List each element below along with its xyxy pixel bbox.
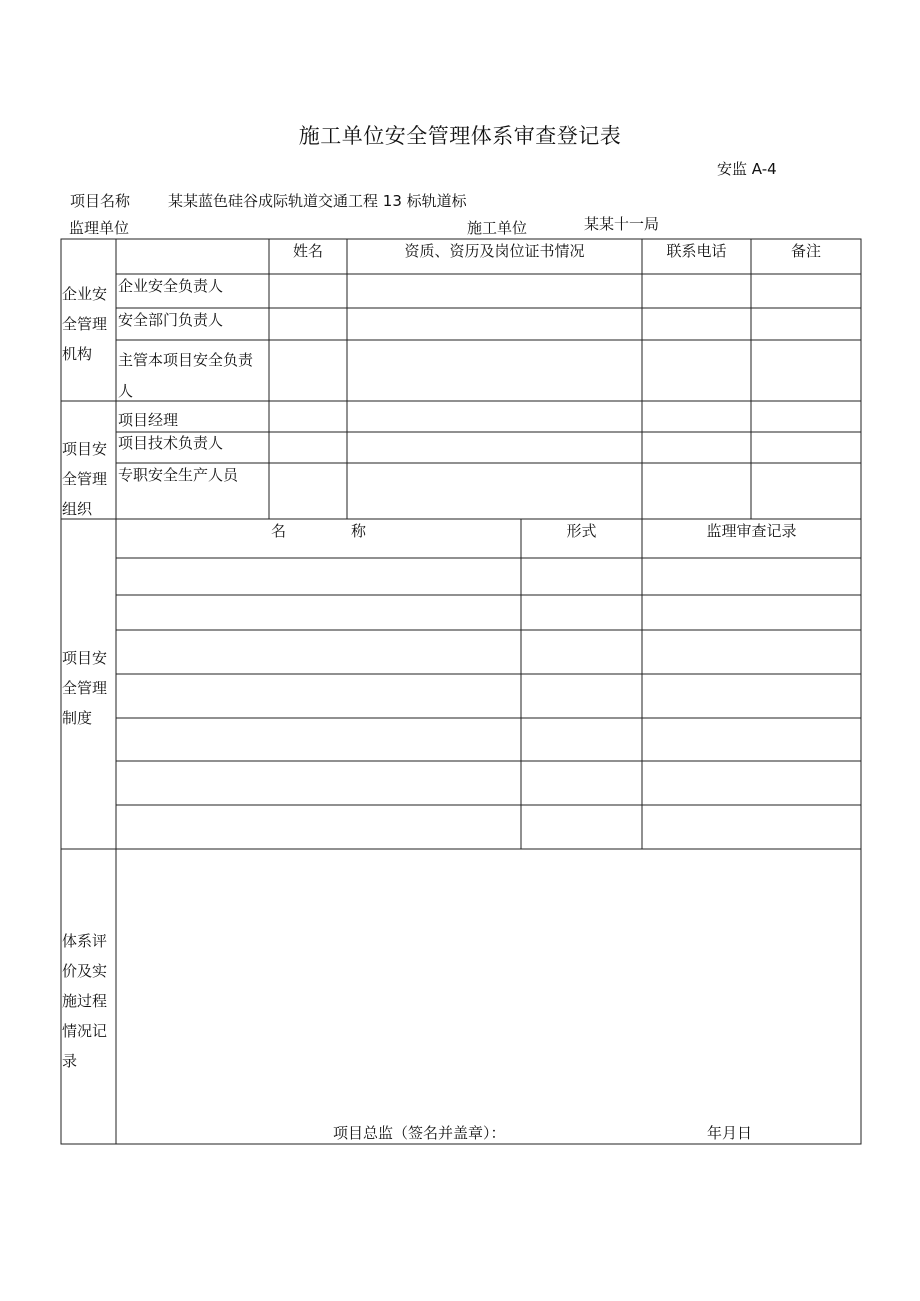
project-name-value: 某某蓝色硅谷成际轨道交通工程 13 标轨道标 xyxy=(168,192,467,210)
row-project-tech-head: 项目技术负责人 xyxy=(118,434,224,452)
group-project-safety-org: 项目安全管理组织 xyxy=(62,440,108,518)
header-qualification: 资质、资历及岗位证书情况 xyxy=(404,242,585,260)
project-name-label: 项目名称 xyxy=(70,192,131,210)
header-system-record: 监理审查记录 xyxy=(706,522,797,540)
row-enterprise-safety-head: 企业安全负责人 xyxy=(118,277,224,295)
group-enterprise-safety-org: 企业安全管理机构 xyxy=(62,285,108,363)
row-project-manager: 项目经理 xyxy=(118,411,179,429)
header-system-name-b: 称 xyxy=(351,522,367,540)
group-evaluation-record: 体系评价及实施过程情况记录 xyxy=(62,932,108,1070)
row-full-time-safety-staff: 专职安全生产人员 xyxy=(118,466,239,484)
header-phone: 联系电话 xyxy=(666,242,727,260)
construction-unit-value: 某某十一局 xyxy=(584,215,660,233)
supervision-unit-label: 监理单位 xyxy=(69,219,130,237)
header-system-name-a: 名 xyxy=(271,522,287,540)
header-name: 姓名 xyxy=(292,242,323,260)
row-project-safety-supervisor: 主管本项目安全负责人 xyxy=(118,351,254,400)
page-title: 施工单位安全管理体系审查登记表 xyxy=(298,124,622,148)
construction-unit-label: 施工单位 xyxy=(467,219,528,237)
group-project-safety-system: 项目安全管理制度 xyxy=(62,649,108,727)
chief-supervisor-signature-label: 项目总监（签名并盖章）： xyxy=(333,1124,506,1142)
date-label: 年月日 xyxy=(707,1124,753,1142)
row-safety-dept-head: 安全部门负责人 xyxy=(118,311,224,329)
form-code: 安监 A-4 xyxy=(717,160,777,178)
header-system-form: 形式 xyxy=(566,522,597,540)
header-remark: 备注 xyxy=(790,242,821,260)
